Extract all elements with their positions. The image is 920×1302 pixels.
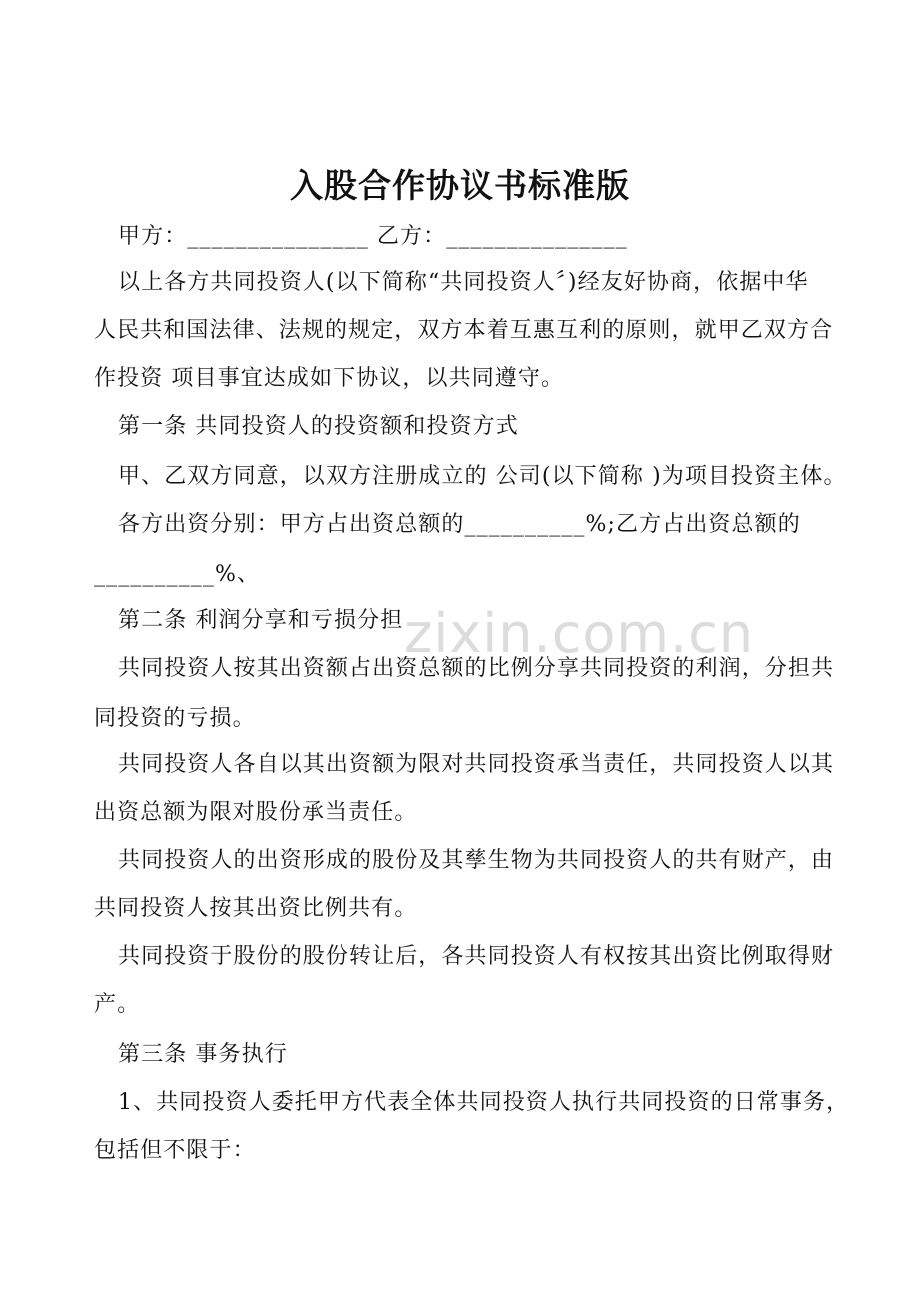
article-heading: 第三条 事务执行 xyxy=(118,1042,288,1067)
paragraph-line: 共同投资人按其出资额占出资总额的比例分享共同投资的利润，分担共 xyxy=(118,656,835,681)
paragraph-line: 同投资的亏损。 xyxy=(94,706,256,731)
paragraph-line: 共同投资人按其出资比例共有。 xyxy=(94,896,418,921)
paragraph-line: __________%、 xyxy=(94,562,261,587)
article-heading: 第一条 共同投资人的投资额和投资方式 xyxy=(118,414,519,439)
document-title: 入股合作协议书标准版 xyxy=(290,166,630,205)
party-line: 甲方：_______________ 乙方：_______________ xyxy=(118,224,628,249)
paragraph-line: 产。 xyxy=(94,992,141,1017)
paragraph-line: 共同投资于股份的股份转让后，各共同投资人有权按其出资比例取得财 xyxy=(118,944,835,969)
paragraph-line: 作投资 项目事宜达成如下协议，以共同遵守。 xyxy=(94,366,565,391)
paragraph-line: 以上各方共同投资人(以下简称“共同投资人〞)经友好协商，依据中华 xyxy=(118,270,809,295)
watermark: zixin.com.cn xyxy=(404,602,755,665)
paragraph-line: 甲、乙双方同意，以双方注册成立的 公司(以下简称 )为项目投资主体。 xyxy=(118,464,847,489)
paragraph-line: 出资总额为限对股份承当责任。 xyxy=(94,800,418,825)
paragraph-line: 各方出资分别：甲方占出资总额的__________%;乙方占出资总额的 xyxy=(118,512,801,537)
paragraph-line: 包括但不限于： xyxy=(94,1138,256,1163)
paragraph-line: 共同投资人的出资形成的股份及其孳生物为共同投资人的共有财产，由 xyxy=(118,848,835,873)
paragraph-line: 人民共和国法律、法规的规定，双方本着互惠互利的原则，就甲乙双方合 xyxy=(94,318,834,343)
paragraph-line: 共同投资人各自以其出资额为限对共同投资承当责任，共同投资人以其 xyxy=(118,752,835,777)
paragraph-line: 1、共同投资人委托甲方代表全体共同投资人执行共同投资的日常事务， xyxy=(118,1090,850,1115)
article-heading: 第二条 利润分享和亏损分担 xyxy=(118,608,404,633)
